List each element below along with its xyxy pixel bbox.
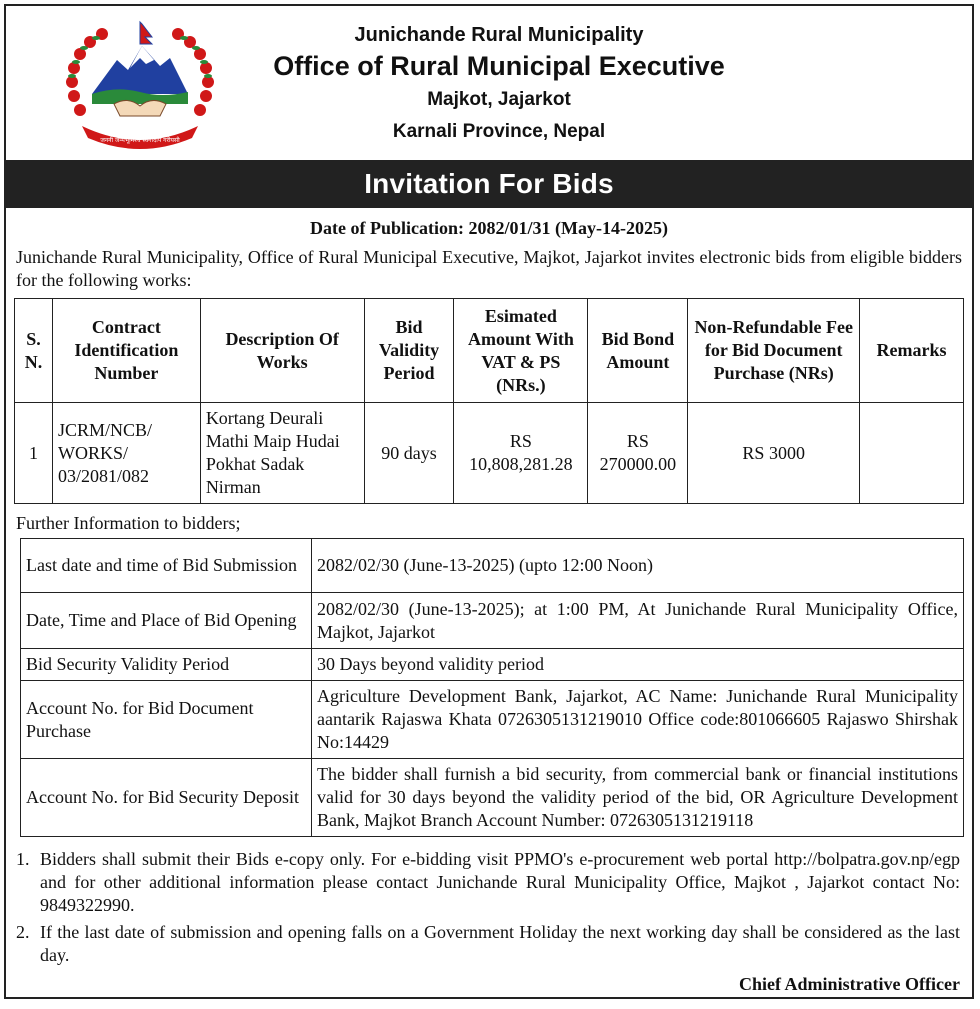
cell-validity: 90 days (364, 403, 454, 504)
info-key: Account No. for Bid Security Deposit (21, 759, 312, 837)
cell-sn: 1 (15, 403, 53, 504)
header-fee: Non-Refundable Fee for Bid Document Purchase (NRs) (688, 299, 860, 403)
note-text: If the last date of submission and opening falls on a Government Holiday the next working day shall be considered as the last day. (40, 922, 960, 965)
signature-title: Chief Administrative Officer (739, 974, 960, 994)
header-bid-bond: Bid Bond Amount (588, 299, 688, 403)
svg-text:जननी जन्मभूमिश्च स्वर्गादपि गर: जननी जन्मभूमिश्च स्वर्गादपि गरीयसी (100, 137, 180, 144)
info-row (21, 759, 964, 837)
header-validity: Bid Validity Period (364, 299, 454, 403)
info-table (20, 538, 964, 837)
cell-fee: RS 3000 (688, 403, 860, 504)
header-remarks: Remarks (860, 299, 964, 403)
notice-frame (4, 4, 974, 999)
publication-date: Date of Publication: 2082/01/31 (May-14-2025) (310, 218, 668, 238)
header-sn: S. N. (15, 299, 53, 403)
info-value: The bidder shall furnish a bid security, from commercial bank or financial institutions valid for 30 days beyond the validity period of the bid, OR Agriculture Development Bank, Majkot Branch Account Number: 0726305131219118 (312, 759, 964, 837)
info-value: 30 Days beyond validity period (312, 649, 964, 681)
list-item (16, 921, 960, 967)
office-name: Office of Rural Municipal Executive (273, 51, 725, 81)
header-description: Description Of Works (200, 299, 364, 403)
notice-title: Invitation For Bids (6, 160, 972, 208)
intro-paragraph: Junichande Rural Municipality, Office of Rural Municipal Executive, Majkot, Jajarkot invites electronic bids from eligible bidders for the following works: (16, 247, 962, 290)
info-row (21, 593, 964, 649)
info-value: 2082/02/30 (June-13-2025) (upto 12:00 Noon) (312, 539, 964, 593)
info-key: Account No. for Bid Document Purchase (21, 681, 312, 759)
header-text (216, 22, 782, 148)
info-value: 2082/02/30 (June-13-2025); at 1:00 PM, At Junichande Rural Municipality Office, Majkot, Jajarkot (312, 593, 964, 649)
header-contract-id: Contract Identification Number (52, 299, 200, 403)
info-row (21, 539, 964, 593)
notice-header (6, 6, 972, 160)
cell-remarks (860, 403, 964, 504)
office-province: Karnali Province, Nepal (392, 121, 606, 142)
list-item (16, 848, 960, 917)
info-key: Bid Security Validity Period (21, 649, 312, 681)
note-number: 2. (16, 922, 30, 942)
further-info-label: Further Information to bidders; (16, 513, 241, 533)
info-row (21, 649, 964, 681)
bids-table (14, 298, 964, 504)
cell-contract-id: JCRM/NCB/ WORKS/ 03/2081/082 (52, 403, 200, 504)
cell-estimated-amount: RS 10,808,281.28 (454, 403, 588, 504)
office-location: Majkot, Jajarkot (427, 89, 571, 110)
info-key: Date, Time and Place of Bid Opening (21, 593, 312, 649)
cell-description: Kortang Deurali Mathi Maip Hudai Pokhat Sadak Nirman (200, 403, 364, 504)
note-text: Bidders shall submit their Bids e-copy only. For e-bidding visit PPMO's e-procurement web portal http://bolpatra.gov.np/egp and for other additional information please contact Junichande Rural Municipality Office, Majkot , Jajarkot contact No: 9849322990. (40, 849, 960, 915)
header-estimated-amount: Esimated Amount With VAT & PS (NRs.) (454, 299, 588, 403)
municipality-name: Junichande Rural Municipality (354, 24, 644, 46)
nepal-emblem-icon (62, 20, 218, 152)
table-row (15, 403, 964, 504)
info-row (21, 681, 964, 759)
info-key: Last date and time of Bid Submission (21, 539, 312, 593)
notes-list (16, 848, 960, 971)
info-value: Agriculture Development Bank, Jajarkot, AC Name: Junichande Rural Municipality aantarik Rajaswa Khata 0726305131219010 Office code:801066605 Rajaswo Shirshak No:14429 (312, 681, 964, 759)
bids-table-header-row (15, 299, 964, 403)
note-number: 1. (16, 849, 30, 869)
cell-bid-bond: RS 270000.00 (588, 403, 688, 504)
